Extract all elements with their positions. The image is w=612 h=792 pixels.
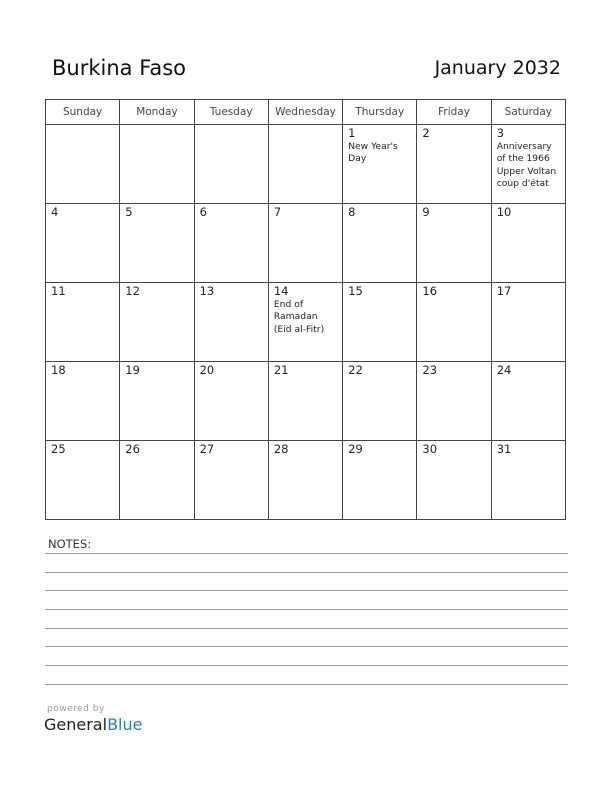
- day-cell: [343, 283, 417, 362]
- note-line: [45, 553, 568, 554]
- day-number: 12: [125, 284, 140, 298]
- day-number: 3: [496, 126, 505, 140]
- day-number: 16: [422, 284, 438, 298]
- weekday-header-row: [46, 100, 566, 125]
- day-cell: [491, 125, 565, 204]
- day-cell: [194, 125, 268, 204]
- day-number: 5: [125, 205, 133, 219]
- day-cell: [491, 283, 565, 362]
- day-cell: [120, 441, 194, 520]
- day-cell: [268, 204, 342, 283]
- week-row: [46, 125, 566, 204]
- week-row: [46, 204, 566, 283]
- holiday-label: New Year's Day: [348, 141, 398, 165]
- day-cell: [46, 283, 120, 362]
- day-cell: [417, 441, 491, 520]
- day-cell: [194, 441, 268, 520]
- day-cell: [268, 283, 342, 362]
- brand-name: [44, 715, 142, 734]
- holiday-label: End of Ramadan (Eid al-Fitr): [273, 299, 325, 335]
- day-cell: [491, 441, 565, 520]
- note-line: [45, 590, 568, 591]
- weekday-thursday: Thursday: [343, 100, 417, 125]
- day-cell: [194, 283, 268, 362]
- day-number: 20: [199, 363, 215, 377]
- day-number: 14: [273, 284, 289, 298]
- weekday-wednesday: Wednesday: [268, 100, 342, 125]
- day-cell: [120, 204, 194, 283]
- note-line: [45, 665, 568, 666]
- footer-logo[interactable]: [44, 704, 142, 734]
- note-line: [45, 628, 568, 629]
- note-line: [45, 609, 568, 610]
- day-cell: [46, 125, 120, 204]
- powered-by-text: powered by: [47, 704, 105, 714]
- day-cell: [343, 204, 417, 283]
- day-cell: [120, 125, 194, 204]
- weekday-saturday: Saturday: [491, 100, 565, 125]
- weekday-friday: Friday: [417, 100, 491, 125]
- day-cell: [120, 283, 194, 362]
- day-number: 13: [199, 284, 215, 298]
- day-cell: [46, 204, 120, 283]
- day-number: 26: [125, 442, 140, 456]
- day-number: 11: [51, 284, 66, 298]
- brand-blue: Blue: [107, 715, 143, 734]
- day-number: 24: [496, 363, 512, 377]
- weekday-monday: Monday: [120, 100, 194, 125]
- day-number: 7: [273, 205, 282, 219]
- note-line: [45, 646, 568, 647]
- brand-general: General: [44, 715, 108, 734]
- day-cell: [491, 204, 565, 283]
- day-number: 27: [199, 442, 215, 456]
- note-line: [45, 684, 568, 685]
- day-number: 1: [348, 126, 356, 140]
- day-number: 15: [348, 284, 363, 298]
- note-line: [45, 572, 568, 573]
- day-number: 4: [51, 205, 59, 219]
- day-number: 6: [199, 205, 207, 219]
- day-number: 23: [422, 363, 438, 377]
- month-title: January 2032: [434, 57, 561, 79]
- holiday-label: Anniversary of the 1966 Upper Voltan coup d'état: [496, 141, 557, 190]
- day-cell: [268, 125, 342, 204]
- day-cell: [343, 441, 417, 520]
- day-cell: [417, 204, 491, 283]
- day-number: 19: [125, 363, 140, 377]
- day-cell: [417, 362, 491, 441]
- day-number: 30: [422, 442, 438, 456]
- day-number: 18: [51, 363, 66, 377]
- day-cell: [46, 441, 120, 520]
- notes-label: NOTES:: [48, 537, 92, 551]
- day-number: 8: [348, 205, 356, 219]
- day-number: 28: [273, 442, 289, 456]
- day-cell: [417, 283, 491, 362]
- day-number: 29: [348, 442, 363, 456]
- day-cell: [120, 362, 194, 441]
- day-number: 22: [348, 363, 363, 377]
- day-number: 25: [51, 442, 66, 456]
- week-row: [46, 362, 566, 441]
- day-number: 31: [496, 442, 512, 456]
- weekday-sunday: Sunday: [46, 100, 120, 125]
- day-cell: [491, 362, 565, 441]
- week-row: [46, 283, 566, 362]
- day-cell: [268, 362, 342, 441]
- day-cell: [343, 362, 417, 441]
- week-row: [46, 441, 566, 520]
- day-cell: [194, 362, 268, 441]
- country-title: Burkina Faso: [52, 56, 187, 80]
- day-cell: [268, 441, 342, 520]
- calendar-grid: [45, 99, 566, 520]
- day-number: 17: [496, 284, 512, 298]
- day-number: 9: [422, 205, 430, 219]
- day-number: 2: [422, 126, 430, 140]
- weekday-tuesday: Tuesday: [194, 100, 268, 125]
- day-cell: [46, 362, 120, 441]
- day-number: 21: [273, 363, 289, 377]
- day-cell: [343, 125, 417, 204]
- day-number: 10: [496, 205, 512, 219]
- day-cell: [194, 204, 268, 283]
- day-cell: [417, 125, 491, 204]
